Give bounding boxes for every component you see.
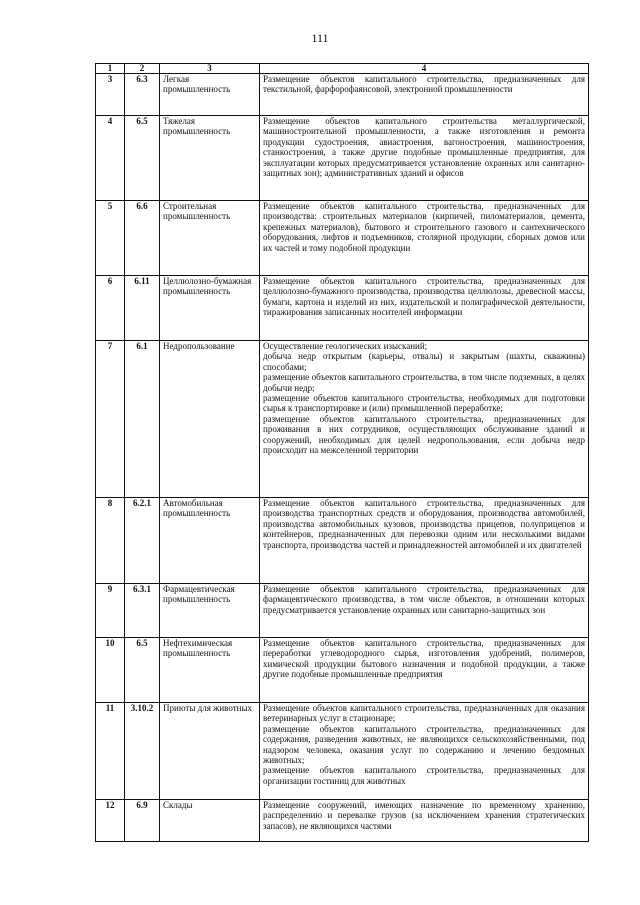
- type-code-cell: 6.2.1: [125, 498, 160, 584]
- description-paragraph: размещение объектов капитального строительства, в том числе подземных, в целях добычи недр;: [263, 372, 585, 393]
- row-number-cell: 4: [96, 116, 125, 201]
- description-cell: [260, 800, 589, 842]
- table-row: [96, 584, 589, 638]
- description-paragraph: размещение объектов капитального строительства, необходимых для подготовки сырья к транспортировке и (или) промышленной переработке;: [263, 393, 585, 414]
- type-name-cell: Строительная промышленность: [160, 201, 260, 276]
- type-code-cell: 3.10.2: [125, 703, 160, 800]
- row-number-cell: 9: [96, 584, 125, 638]
- type-name-cell: Тяжелая промышленность: [160, 116, 260, 201]
- type-name-cell: Целлюлозно-бумажная промышленность: [160, 276, 260, 341]
- description-cell: [260, 703, 589, 800]
- type-name-cell: Легкая промышленность: [160, 74, 260, 116]
- table-row: [96, 116, 589, 201]
- type-code-cell: 6.6: [125, 201, 160, 276]
- type-name-cell: Автомобильная промышленность: [160, 498, 260, 584]
- type-code-cell: 6.9: [125, 800, 160, 842]
- table-row: [96, 498, 589, 584]
- row-number-cell: 12: [96, 800, 125, 842]
- row-number-cell: 6: [96, 276, 125, 341]
- description-paragraph: размещение объектов капитального строительства, предназначенных для содержания, разведения животных, не являющихся сельскохозяйственными, под надзором человека, оказания услуг по содержанию и лечению бездомных животных;: [263, 723, 585, 766]
- type-name-cell: Нефтехимическая промышленность: [160, 638, 260, 703]
- description-cell: [260, 201, 589, 276]
- header-cell: 4: [260, 64, 589, 74]
- description-paragraph: Размещение объектов капитального строительства, предназначенных для целлюлозно-бумажного производства, производства целлюлозы, древесной массы, бумаги, картона и изделий из них, издательской и полиграфической деятельности, тиражирования записанных носителей информации: [263, 276, 585, 318]
- table-row: [96, 201, 589, 276]
- type-name-cell: Недропользование: [160, 341, 260, 498]
- table-row: [96, 341, 589, 498]
- description-cell: [260, 341, 589, 498]
- header-cell: 2: [125, 64, 160, 74]
- table-row: [96, 638, 589, 703]
- description-paragraph: Размещение объектов капитального строительства, предназначенных для фармацевтического производства, в том числе объектов, в отношении которых предусматривается установление охранных или санитарно-защитных зон: [263, 584, 585, 615]
- description-cell: [260, 638, 589, 703]
- type-code-cell: 6.1: [125, 341, 160, 498]
- header-cell: 3: [160, 64, 260, 74]
- description-paragraph: размещение объектов капитального строительства, предназначенных для организации гостиниц для животных: [263, 765, 585, 786]
- row-number-cell: 3: [96, 74, 125, 116]
- description-paragraph: добыча недр открытым (карьеры, отвалы) и закрытым (шахты, скважины) способами;: [263, 351, 585, 372]
- description-paragraph: Размещение объектов капитального строительства, предназначенных для оказания ветеринарных услуг в стационаре;: [263, 703, 585, 724]
- description-paragraph: Размещение объектов капитального строительства, предназначенных для производства: строительных материалов (кирпичей, пиломатериалов, цемента, крепежных материалов), бытового и строительного газового и сантехнического оборудования, лифтов и подъемников, столярной продукции, сборных домов или их частей и тому подобной продукции: [263, 201, 585, 253]
- description-paragraph: Размещение объектов капитального строительства, предназначенных для переработки углеводородного сырья, изготовления удобрений, полимеров, химической продукции бытового назначения и подобной продукции, а также другие подобные промышленные предприятия: [263, 638, 585, 680]
- description-cell: [260, 116, 589, 201]
- type-code-cell: 6.3: [125, 74, 160, 116]
- type-name-cell: Приюты для животных: [160, 703, 260, 800]
- row-number-cell: 5: [96, 201, 125, 276]
- type-code-cell: 6.5: [125, 638, 160, 703]
- table-row: [96, 276, 589, 341]
- row-number-cell: 11: [96, 703, 125, 800]
- type-name-cell: Склады: [160, 800, 260, 842]
- description-cell: [260, 584, 589, 638]
- description-paragraph: Размещение объектов капитального строительства, предназначенных для текстильной, фарфорофаянсовой, электронной промышленности: [263, 74, 585, 95]
- row-number-cell: 10: [96, 638, 125, 703]
- table-row: [96, 800, 589, 842]
- type-code-cell: 6.11: [125, 276, 160, 341]
- land-use-table: [95, 63, 589, 842]
- type-code-cell: 6.3.1: [125, 584, 160, 638]
- type-code-cell: 6.5: [125, 116, 160, 201]
- description-paragraph: Размещение объектов капитального строительства металлургической, машиностроительной промышленности, а также изготовления и ремонта продукции судостроения, авиастроения, вагоностроения, машиностроения, станкостроения, а также другие подобные промышленные предприятия, для эксплуатации которых предусматривается установление охранных или санитарно-защитных зон); административных зданий и офисов: [263, 116, 585, 179]
- table-row: [96, 74, 589, 116]
- description-paragraph: размещение объектов капитального строительства, предназначенных для проживания в них сотрудников, осуществляющих обслуживание зданий и сооружений, необходимых для целей недропользования, если добыча недр происходит на межселенной территории: [263, 413, 585, 456]
- description-cell: [260, 74, 589, 116]
- table-body: [96, 64, 589, 842]
- table-row: [96, 703, 589, 800]
- row-number-cell: 7: [96, 341, 125, 498]
- description-paragraph: Размещение сооружений, имеющих назначение по временному хранению, распределению и перевалке грузов (за исключением хранения стратегических запасов), не являющихся частями: [263, 800, 585, 831]
- description-cell: [260, 498, 589, 584]
- page-number: 111: [311, 31, 329, 45]
- description-cell: [260, 276, 589, 341]
- header-cell: 1: [96, 64, 125, 74]
- row-number-cell: 8: [96, 498, 125, 584]
- type-name-cell: Фармацевтическая промышленность: [160, 584, 260, 638]
- table-header-row: [96, 64, 589, 74]
- description-paragraph: Размещение объектов капитального строительства, предназначенных для производства транспортных средств и оборудования, производства автомобилей, производства автомобильных кузовов, производства прицепов, полуприцепов и контейнеров, предназначенных для перевозки одним или несколькими видами транспорта, производства частей и принадлежностей автомобилей и их двигателей: [263, 498, 585, 550]
- description-paragraph: Осуществление геологических изысканий;: [263, 341, 428, 351]
